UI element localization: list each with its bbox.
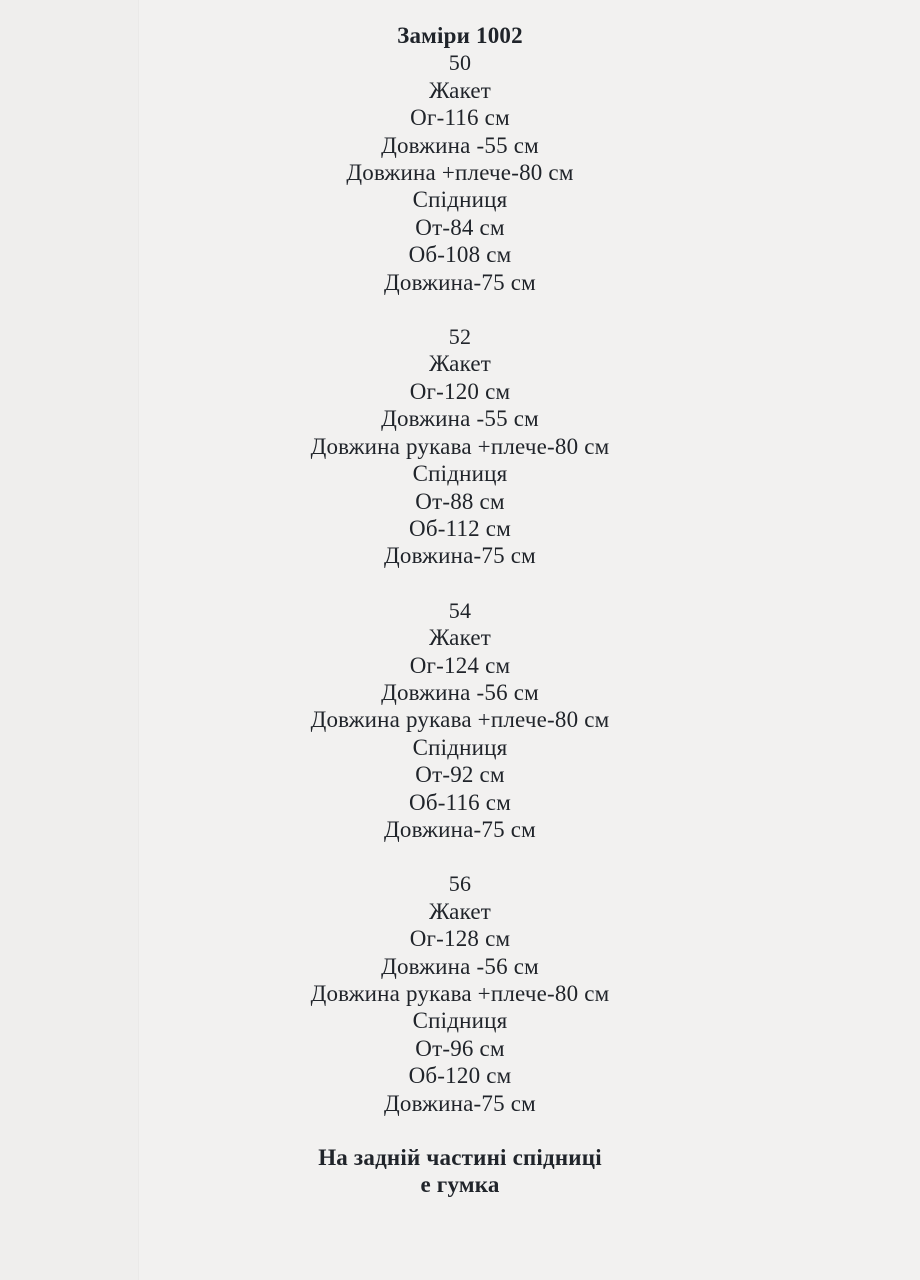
size-label: 56 bbox=[448, 871, 472, 897]
measurement-line: От-96 см bbox=[415, 1035, 505, 1061]
document-title-block bbox=[250, 22, 670, 49]
size-label: 54 bbox=[448, 597, 472, 623]
measurement-line: Довжина-75 см bbox=[384, 269, 536, 295]
measurement-line: Спідниця bbox=[412, 1008, 508, 1034]
size-label: 52 bbox=[448, 324, 472, 350]
measurement-line: Довжина рукава +плече-80 см bbox=[310, 707, 610, 733]
size-block-54 bbox=[250, 597, 670, 844]
measurement-line: Ог-128 см bbox=[409, 926, 511, 952]
footer-note-line: На задній частині спідниці bbox=[318, 1145, 602, 1171]
measurement-line: Довжина рукава +плече-80 см bbox=[310, 981, 610, 1006]
size-block-50 bbox=[250, 49, 670, 296]
measurement-line: Спідниця bbox=[412, 734, 508, 760]
measurement-line: Об-120 см bbox=[408, 1063, 512, 1089]
measurement-line: Об-112 см bbox=[409, 515, 511, 541]
measurement-line: Довжина рукава +плече-80 см bbox=[310, 433, 610, 459]
measurement-line: Спідниця bbox=[412, 187, 508, 213]
measurement-line: Жакет bbox=[428, 625, 492, 651]
footer-note-line: е гумка bbox=[420, 1172, 500, 1198]
measurement-line: Довжина -55 см bbox=[381, 132, 539, 158]
measurement-line: Ог-116 см bbox=[410, 105, 510, 131]
block-spacer bbox=[0, 843, 920, 870]
measurement-line: Довжина -56 см bbox=[381, 679, 539, 705]
measurement-line: От-88 см bbox=[415, 488, 505, 514]
measurement-line: Довжина +плече-80 см bbox=[346, 160, 574, 186]
measurement-line: Довжина-75 см bbox=[384, 1090, 536, 1116]
measurement-line: Довжина-75 см bbox=[384, 816, 536, 842]
measurement-line: Ог-124 см bbox=[409, 652, 511, 678]
footer-note bbox=[250, 1144, 670, 1199]
block-spacer bbox=[0, 1117, 920, 1144]
page-title: Заміри 1002 bbox=[397, 23, 523, 48]
measurement-line: Жакет bbox=[428, 898, 492, 924]
measurement-line: Жакет bbox=[428, 351, 492, 377]
size-block-52 bbox=[250, 323, 670, 570]
measurement-line: Довжина-75 см bbox=[384, 543, 536, 569]
measurement-line: Довжина -55 см bbox=[381, 406, 539, 432]
block-spacer bbox=[0, 570, 920, 597]
measurement-line: Довжина -56 см bbox=[381, 953, 539, 979]
measurement-line: Об-116 см bbox=[409, 789, 511, 815]
size-block-56 bbox=[250, 870, 670, 1117]
measurement-line: Жакет bbox=[428, 77, 492, 103]
measurement-line: Об-108 см bbox=[408, 242, 512, 268]
measurement-line: От-84 см bbox=[415, 214, 505, 240]
measurement-line: Ог-120 см bbox=[409, 378, 511, 404]
measurement-line: От-92 см bbox=[415, 762, 505, 788]
block-spacer bbox=[0, 296, 920, 323]
measurement-line: Спідниця bbox=[412, 461, 508, 487]
size-label: 50 bbox=[448, 50, 472, 76]
